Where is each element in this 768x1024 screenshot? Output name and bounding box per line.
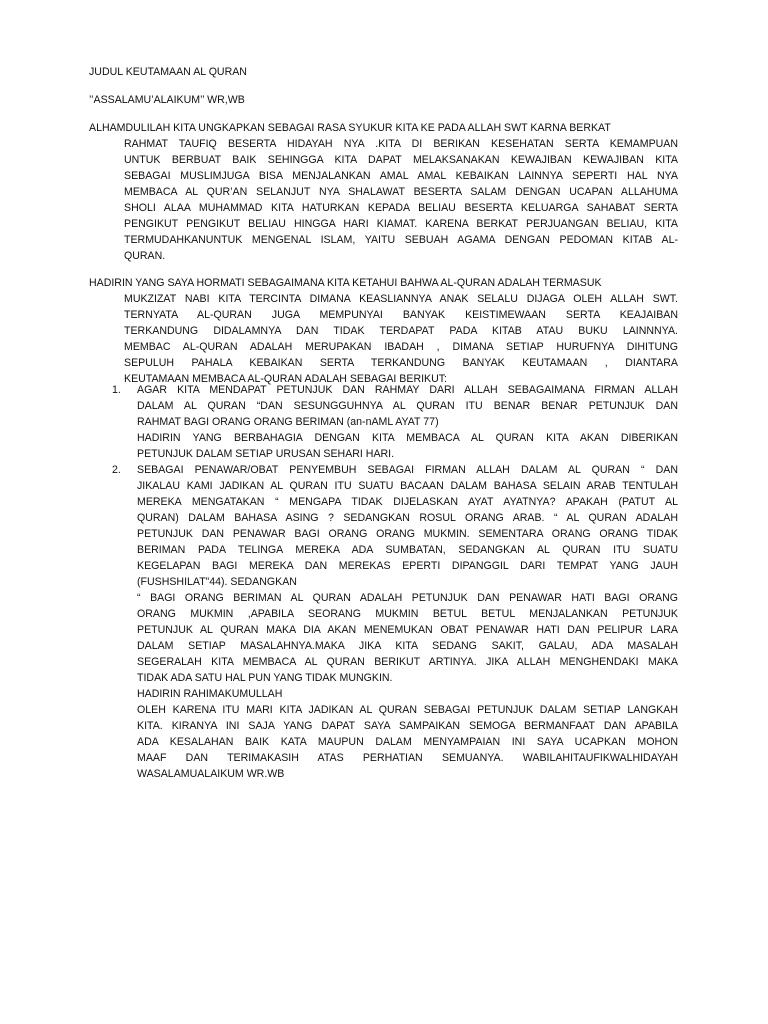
- list-item-line: OLEH KARENA ITU MARI KITA JADIKAN AL QURAN SEBAGAI PETUNJUK DALAM SETIAP LANGKAH: [137, 704, 678, 716]
- paragraph-line: SHOLI ALAA MUHAMMAD KITA HATURKAN KEPADA BELIAU BESERTA KELUARGA SAHABAT SERTA: [124, 202, 678, 214]
- list-item-line: PETUNJUK DALAM SETIAP URUSAN SEHARI HARI.: [137, 448, 395, 460]
- list-item-line: HADIRIN RAHIMAKUMULLAH: [137, 688, 283, 700]
- greeting-line: ’’ASSALAMU’ALAIKUM’’ WR,WB: [89, 94, 245, 106]
- paragraph-line: MEMBACA AL QUR’AN SELANJUT NYA SHALAWAT BESERTA SALAM DENGAN UCAPAN ALLAHUMA: [124, 186, 678, 198]
- document-title: JUDUL KEUTAMAAN AL QURAN: [89, 66, 247, 78]
- list-item-line: HADIRIN YANG BERBAHAGIA DENGAN KITA MEMBACA AL QURAN KITA AKAN DIBERIKAN: [137, 432, 678, 444]
- list-item-line: AGAR KITA MENDAPAT PETUNJUK DAN RAHMAY DARI ALLAH SEBAGAIMANA FIRMAN ALLAH: [137, 384, 678, 396]
- paragraph-line: TERKANDUNG DIDALAMNYA DAN TIDAK TERDAPAT PADA KITAB ATAU BUKU LAINNNYA.: [124, 325, 678, 337]
- list-item-line: MEREKA MENGATAKAN “ MENGAPA TIDAK DIJELASKAN AYAT AYATNYA? APAKAH (PATUT AL: [137, 496, 678, 508]
- list-item-line: QURAN) DALAM BAHASA ASING ? SEDANGKAN ROSUL ORANG ARAB. “ AL QURAN ADALAH: [137, 512, 678, 524]
- paragraph-line: MUKZIZAT NABI KITA TERCINTA DIMANA KEASLIANNYA ANAK SELALU DIJAGA OLEH ALLAH SWT.: [124, 293, 678, 305]
- paragraph-line: TERMUDAHKANUNTUK MENGENAL ISLAM, YAITU SEBUAH AGAMA DENGAN PEDOMAN KITAB AL-: [124, 234, 678, 246]
- list-item-line: KEGELAPAN BAGI MEREKA DAN MEREKAS EPERTI DIPANGGIL DARI TEMPAT YANG JAUH: [137, 560, 678, 572]
- paragraph-line: ALHAMDULILAH KITA UNGKAPKAN SEBAGAI RASA SYUKUR KITA KE PADA ALLAH SWT KARNA BERKAT: [89, 122, 611, 134]
- paragraph-line: RAHMAT TAUFIQ BESERTA HIDAYAH NYA .KITA DI BERIKAN KESEHATAN SERTA KEMAMPUAN: [124, 138, 678, 150]
- list-item-line: (FUSHSHILAT”44). SEDANGKAN: [137, 576, 297, 588]
- paragraph-line: UNTUK BERBUAT BAIK SEHINGGA KITA DAPAT MELAKSANAKAN KEWAJIBAN KEWAJIBAN KITA: [124, 154, 678, 166]
- list-item-line: ORANG MUKMIN ,APABILA SEORANG MUKMIN BETUL BETUL MENJALANKAN PETUNJUK: [137, 608, 678, 620]
- list-item-line: KITA. KIRANYA INI SAJA YANG DAPAT SAYA SAMPAIKAN SEMOGA BERMANFAAT DAN APABILA: [137, 720, 678, 732]
- paragraph-line: TERNYATA AL-QURAN JUGA MEMPUNYAI BANYAK KEISTIMEWAAN SERTA KEAJAIBAN: [124, 309, 678, 321]
- list-item-line: ADA KESALAHAN BAIK KATA MAUPUN DALAM MENYAMPAIAN INI SAYA UCAPKAN MOHON: [137, 736, 678, 748]
- list-number: 2.: [112, 464, 121, 476]
- list-item-line: BERIMAN PADA TELINGA MEREKA ADA SUMBATAN, SEDANGKAN AL QURAN ITU SUATU: [137, 544, 678, 556]
- list-item-line: PETUNJUK DAN PENAWAR BAGI ORANG ORANG MUKMIN. SEMENTARA ORANG ORANG TIDAK: [137, 528, 678, 540]
- paragraph-line: PENGIKUT PENGIKUT BELIAU HINGGA HARI KIAMAT. KARENA BERKAT PERJUANGAN BELIAU, KITA: [124, 218, 678, 230]
- paragraph-line: SEBAGAI MUSLIMJUGA BISA MENJALANKAN AMAL AMAL KEBAIKAN LAINNYA SEPERTI HAL NYA: [124, 170, 678, 182]
- paragraph-line: KEUTAMAAN MEMBACA AL-QURAN ADALAH SEBAGAI BERIKUT:: [124, 373, 447, 385]
- list-item-line: WASALAMUALAIKUM WR.WB: [137, 768, 285, 780]
- list-item-line: “ BAGI ORANG BERIMAN AL QURAN ADALAH PETUNJUK DAN PENAWAR HATI BAGI ORANG: [137, 592, 678, 604]
- list-item-line: DALAM SETIAP MASALAHNYA.MAKA JIKA KITA SEDANG SAKIT, GALAU, ADA MASALAH: [137, 640, 678, 652]
- paragraph-line: QURAN.: [124, 250, 166, 262]
- paragraph-line: SEPULUH PAHALA KEBAIKAN SERTA TERKANDUNG BANYAK KEUTAMAAN , DIANTARA: [124, 357, 678, 369]
- list-item-line: SEGERALAH KITA MEMBACA AL QURAN BERIKUT ARTINYA. JIKA ALLAH MENGHENDAKI MAKA: [137, 656, 678, 668]
- list-item-line: RAHMAT BAGI ORANG ORANG BERIMAN (an-nAML AYAT 77): [137, 416, 439, 428]
- paragraph-line: MEMBAC AL-QURAN ADALAH MERUPAKAN IBADAH , DIMANA SETIAP HURUFNYA DIHITUNG: [124, 341, 678, 353]
- list-item-line: PETUNJUK AL QURAN MAKA DIA AKAN MENEMUKAN OBAT PENAWAR HATI DAN PELIPUR LARA: [137, 624, 678, 636]
- list-item-line: TIDAK ADA SATU HAL PUN YANG TIDAK MUNGKIN.: [137, 672, 393, 684]
- list-item-line: SEBAGAI PENAWAR/OBAT PENYEMBUH SEBAGAI FIRMAN ALLAH DALAM AL QURAN “ DAN: [137, 464, 678, 476]
- list-item-line: MAAF DAN TERIMAKASIH ATAS PERHATIAN SEMUANYA. WABILAHITAUFIKWALHIDAYAH: [137, 752, 678, 764]
- list-item-line: DALAM AL QURAN “DAN SESUNGGUHNYA AL QURAN ITU BENAR BENAR PETUNJUK DAN: [137, 400, 678, 412]
- list-number: 1.: [112, 384, 121, 396]
- paragraph-line: HADIRIN YANG SAYA HORMATI SEBAGAIMANA KITA KETAHUI BAHWA AL-QURAN ADALAH TERMASUK: [89, 277, 602, 289]
- list-item-line: JIKALAU KAMI JADIKAN AL QURAN ITU SUATU BACAAN DALAM BAHASA SELAIN ARAB TENTULAH: [137, 480, 678, 492]
